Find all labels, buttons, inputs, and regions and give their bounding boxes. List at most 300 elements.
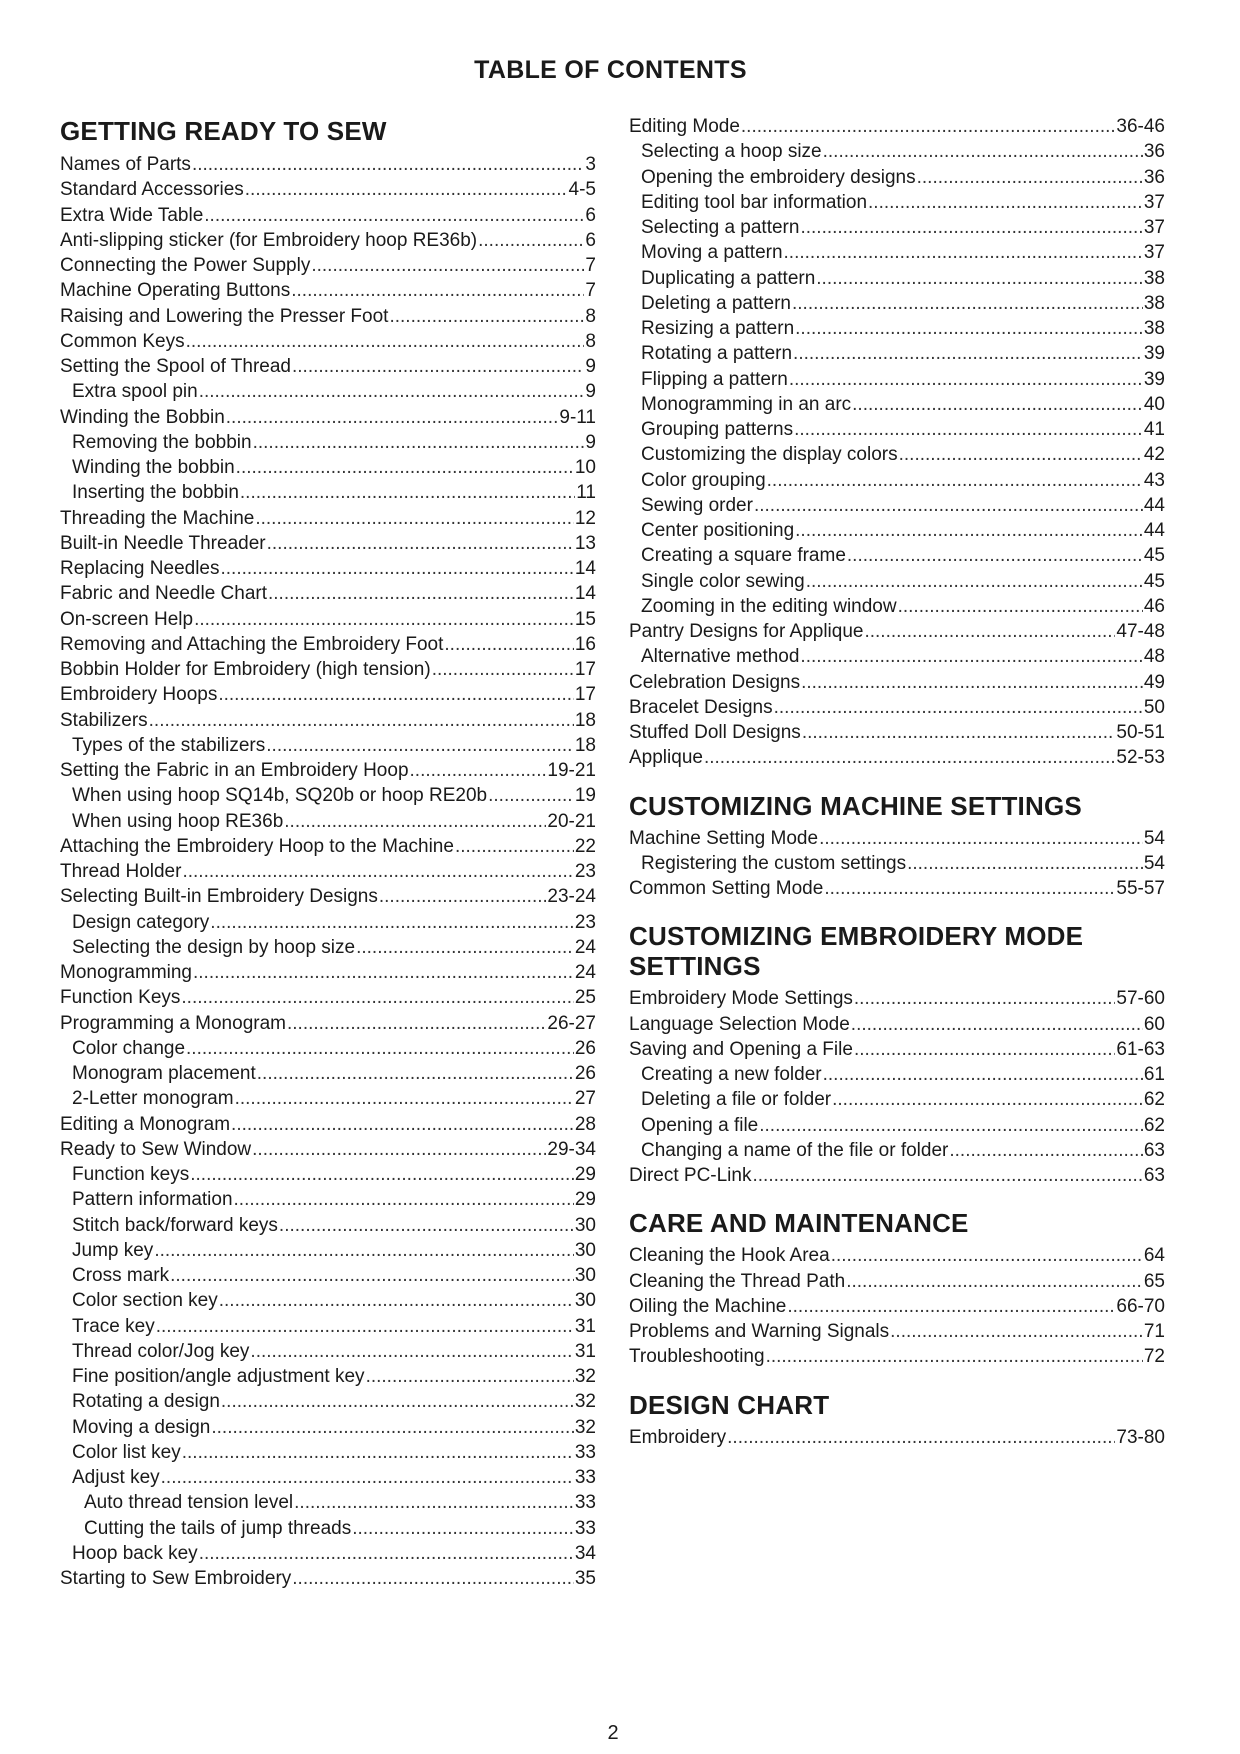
toc-entry[interactable] bbox=[629, 1087, 1165, 1112]
toc-entry-page: 62 bbox=[1143, 1114, 1165, 1136]
toc-entry[interactable] bbox=[629, 986, 1165, 1011]
dot-leader bbox=[864, 619, 1115, 644]
toc-entry-page: 37 bbox=[1143, 217, 1165, 238]
toc-entry[interactable] bbox=[629, 1062, 1165, 1087]
dot-leader bbox=[795, 316, 1143, 341]
toc-entry-label: Alternative method bbox=[641, 646, 800, 668]
toc-entry[interactable] bbox=[629, 417, 1165, 442]
toc-entry[interactable] bbox=[629, 1319, 1165, 1344]
dot-leader bbox=[907, 851, 1143, 876]
dot-leader bbox=[800, 644, 1142, 669]
toc-entry-page: 50-51 bbox=[1116, 722, 1165, 743]
dot-leader bbox=[292, 1566, 574, 1591]
toc-entry[interactable] bbox=[629, 139, 1165, 164]
toc-entry-page: 19-21 bbox=[547, 760, 596, 781]
dot-leader bbox=[199, 379, 585, 404]
dot-leader bbox=[294, 1490, 574, 1515]
toc-entry[interactable] bbox=[60, 556, 596, 581]
toc-entry[interactable] bbox=[629, 367, 1165, 392]
dot-leader bbox=[231, 1112, 574, 1137]
toc-entry-label: Language Selection Mode bbox=[629, 1013, 850, 1035]
toc-entry-page: 17 bbox=[574, 684, 596, 706]
dot-leader bbox=[170, 1263, 574, 1288]
toc-entry[interactable] bbox=[60, 480, 596, 505]
toc-entry-label: Stuffed Doll Designs bbox=[629, 722, 801, 743]
toc-entry[interactable] bbox=[629, 670, 1165, 695]
toc-entry-label: Anti-slipping sticker (for Embroidery hoop RE36b) bbox=[60, 229, 478, 251]
toc-entry[interactable] bbox=[60, 682, 596, 707]
toc-entry[interactable] bbox=[60, 1086, 596, 1111]
toc-entry-label: Monogram placement bbox=[72, 1063, 256, 1084]
toc-entry-label: Names of Parts bbox=[60, 154, 191, 175]
toc-entry-page: 49 bbox=[1143, 671, 1165, 693]
toc-entry[interactable] bbox=[629, 644, 1165, 669]
toc-entry-label: Embroidery Mode Settings bbox=[629, 988, 853, 1010]
toc-entry-label: Monogramming in an arc bbox=[641, 393, 852, 415]
toc-entry-page: 34 bbox=[574, 1542, 596, 1564]
toc-entry-label: Function keys bbox=[72, 1164, 190, 1185]
toc-entry[interactable] bbox=[60, 1490, 596, 1515]
toc-entry[interactable] bbox=[629, 1243, 1165, 1268]
toc-entry-label: Adjust key bbox=[72, 1467, 160, 1488]
toc-entry-label: Monogramming bbox=[60, 962, 192, 983]
toc-entry[interactable] bbox=[629, 316, 1165, 341]
toc-entry-page: 23 bbox=[574, 861, 596, 882]
toc-entry-page: 11 bbox=[576, 482, 596, 504]
toc-entry-label: Saving and Opening a File bbox=[629, 1038, 853, 1060]
toc-entry-page: 14 bbox=[574, 583, 596, 605]
toc-entry-page: 37 bbox=[1143, 242, 1165, 264]
toc-entry-label: Opening the embroidery designs bbox=[641, 166, 916, 188]
dot-leader bbox=[787, 1294, 1115, 1319]
toc-entry[interactable] bbox=[60, 1440, 596, 1465]
dot-leader bbox=[193, 960, 574, 985]
toc-entry-page: 42 bbox=[1143, 444, 1165, 466]
toc-entry[interactable] bbox=[60, 1187, 596, 1212]
toc-entry[interactable] bbox=[629, 291, 1165, 316]
dot-leader bbox=[356, 935, 574, 960]
toc-entry-page: 12 bbox=[574, 507, 596, 529]
toc-entry-label: Extra spool pin bbox=[72, 381, 198, 403]
toc-entry-label: Single color sewing bbox=[641, 570, 805, 592]
toc-entry-page: 65 bbox=[1143, 1270, 1165, 1292]
toc-entry-label: Troubleshooting bbox=[629, 1346, 765, 1368]
toc-entry-label: Removing the bobbin bbox=[72, 431, 252, 453]
dot-leader bbox=[235, 1086, 574, 1111]
toc-entry-page: 38 bbox=[1143, 292, 1165, 314]
toc-entry-page: 23 bbox=[574, 911, 596, 933]
toc-entry-label: Winding the Bobbin bbox=[60, 406, 225, 428]
toc-entry[interactable] bbox=[60, 935, 596, 960]
dot-leader bbox=[824, 876, 1115, 901]
toc-entry-page: 44 bbox=[1143, 520, 1165, 541]
dot-leader bbox=[154, 1238, 574, 1263]
toc-entry[interactable] bbox=[629, 543, 1165, 568]
toc-entry-label: Inserting the bobbin bbox=[72, 482, 239, 504]
dot-leader bbox=[488, 783, 574, 808]
toc-entry-page: 33 bbox=[574, 1492, 596, 1514]
toc-entry[interactable] bbox=[60, 177, 596, 202]
dot-leader bbox=[149, 708, 574, 733]
toc-entry-label: Embroidery bbox=[629, 1426, 727, 1448]
toc-entry[interactable] bbox=[60, 607, 596, 632]
toc-entry[interactable] bbox=[60, 228, 596, 253]
toc-entry[interactable] bbox=[60, 985, 596, 1010]
toc-entry[interactable] bbox=[60, 1288, 596, 1313]
toc-entry-page: 61-63 bbox=[1116, 1038, 1165, 1060]
dot-leader bbox=[784, 240, 1143, 265]
toc-entry-page: 26 bbox=[574, 1037, 596, 1059]
toc-entry-page: 33 bbox=[574, 1441, 596, 1463]
toc-entry-page: 36-46 bbox=[1116, 116, 1165, 137]
toc-entry[interactable] bbox=[60, 859, 596, 884]
dot-leader bbox=[211, 1415, 573, 1440]
toc-entry[interactable] bbox=[629, 619, 1165, 644]
dot-leader bbox=[852, 392, 1143, 417]
toc-entry-label: Color change bbox=[72, 1037, 186, 1059]
toc-entry[interactable] bbox=[629, 341, 1165, 366]
dot-leader bbox=[291, 278, 584, 303]
toc-entry-page: 9 bbox=[585, 381, 596, 403]
dot-leader bbox=[181, 985, 573, 1010]
toc-entry[interactable] bbox=[629, 1012, 1165, 1037]
toc-entry-label: Zooming in the editing window bbox=[641, 595, 897, 617]
toc-entry[interactable] bbox=[629, 695, 1165, 720]
toc-entry[interactable] bbox=[60, 1314, 596, 1339]
toc-entry[interactable] bbox=[629, 215, 1165, 240]
dot-leader bbox=[752, 1163, 1142, 1188]
toc-entry[interactable] bbox=[60, 152, 596, 177]
toc-entry-page: 18 bbox=[574, 709, 596, 731]
toc-entry-page: 52-53 bbox=[1116, 747, 1165, 769]
toc-entry-page: 39 bbox=[1143, 343, 1165, 365]
toc-entry-label: Function Keys bbox=[60, 987, 181, 1009]
toc-entry-page: 24 bbox=[574, 936, 596, 958]
dot-leader bbox=[161, 1465, 574, 1490]
toc-entry[interactable] bbox=[629, 165, 1165, 190]
toc-entry-page: 54 bbox=[1143, 827, 1165, 849]
toc-entry-label: Pattern information bbox=[72, 1189, 233, 1211]
toc-left-column bbox=[60, 114, 596, 1591]
section-heading: CUSTOMIZING EMBROIDERY MODE SETTINGS bbox=[629, 921, 1084, 982]
section-heading: GETTING READY TO SEW bbox=[60, 116, 387, 146]
toc-entry-label: Selecting a pattern bbox=[641, 217, 800, 238]
toc-entry[interactable] bbox=[60, 1213, 596, 1238]
dot-leader bbox=[823, 1062, 1143, 1087]
toc-entry[interactable] bbox=[629, 720, 1165, 745]
toc-entry-page: 37 bbox=[1143, 191, 1165, 213]
toc-entry-label: Rotating a pattern bbox=[641, 343, 793, 365]
dot-leader bbox=[846, 1269, 1143, 1294]
toc-entry-page: 66-70 bbox=[1116, 1295, 1165, 1317]
toc-entry-page: 9 bbox=[585, 431, 596, 453]
dot-leader bbox=[478, 228, 584, 253]
toc-entry-page: 7 bbox=[585, 280, 596, 302]
toc-entry[interactable] bbox=[60, 733, 596, 758]
toc-entry[interactable] bbox=[60, 1339, 596, 1364]
toc-entry[interactable] bbox=[60, 304, 596, 329]
toc-entry-page: 18 bbox=[574, 734, 596, 756]
toc-entry-page: 62 bbox=[1143, 1089, 1165, 1111]
toc-entry-label: Embroidery Hoops bbox=[60, 684, 218, 706]
dot-leader bbox=[240, 480, 575, 505]
toc-entry-page: 10 bbox=[574, 457, 596, 478]
toc-entry[interactable] bbox=[60, 632, 596, 657]
toc-entry-label: Hoop back key bbox=[72, 1542, 198, 1564]
dot-leader bbox=[210, 910, 574, 935]
toc-entry[interactable] bbox=[60, 809, 596, 834]
dot-leader bbox=[898, 594, 1143, 619]
toc-entry-page: 32 bbox=[574, 1366, 596, 1387]
toc-entry[interactable] bbox=[629, 745, 1165, 770]
toc-entry[interactable] bbox=[60, 354, 596, 379]
toc-entry-label: Removing and Attaching the Embroidery Foot bbox=[60, 633, 444, 655]
toc-entry[interactable] bbox=[629, 851, 1165, 876]
toc-entry[interactable] bbox=[629, 826, 1165, 851]
toc-entry-label: Fabric and Needle Chart bbox=[60, 583, 267, 605]
toc-entry-page: 8 bbox=[585, 330, 596, 352]
toc-entry-page: 44 bbox=[1143, 494, 1165, 516]
dot-leader bbox=[245, 177, 568, 202]
dot-leader bbox=[899, 442, 1143, 467]
toc-entry[interactable] bbox=[60, 430, 596, 455]
toc-entry-page: 32 bbox=[574, 1416, 596, 1438]
toc-entry[interactable] bbox=[60, 1364, 596, 1389]
toc-entry[interactable] bbox=[629, 569, 1165, 594]
toc-entry[interactable] bbox=[60, 708, 596, 733]
toc-entry[interactable] bbox=[60, 1541, 596, 1566]
toc-entry[interactable] bbox=[60, 405, 596, 430]
toc-entry[interactable] bbox=[60, 1465, 596, 1490]
toc-entry-page: 36 bbox=[1143, 141, 1165, 163]
dot-leader bbox=[854, 986, 1116, 1011]
toc-entry-label: Thread Holder bbox=[60, 861, 182, 882]
toc-entry[interactable] bbox=[629, 1425, 1165, 1450]
toc-entry[interactable] bbox=[60, 1263, 596, 1288]
toc-entry[interactable] bbox=[629, 518, 1165, 543]
toc-entry[interactable] bbox=[60, 531, 596, 556]
toc-entry-page: 6 bbox=[585, 229, 596, 251]
toc-entry[interactable] bbox=[60, 1036, 596, 1061]
toc-entry-page: 60 bbox=[1143, 1013, 1165, 1035]
toc-entry[interactable] bbox=[60, 834, 596, 859]
toc-entry[interactable] bbox=[60, 1162, 596, 1187]
toc-entry-label: When using hoop SQ14b, SQ20b or hoop RE20b bbox=[72, 785, 488, 807]
toc-entry-label: Types of the stabilizers bbox=[72, 734, 266, 756]
toc-entry-label: Center positioning bbox=[641, 520, 795, 541]
toc-entry[interactable] bbox=[60, 758, 596, 783]
toc-entry-label: Cutting the tails of jump threads bbox=[84, 1517, 352, 1539]
toc-entry[interactable] bbox=[60, 1566, 596, 1591]
toc-entry[interactable] bbox=[60, 203, 596, 228]
dot-leader bbox=[226, 405, 559, 430]
toc-entry-label: Pantry Designs for Applique bbox=[629, 621, 864, 642]
toc-entry[interactable] bbox=[629, 1163, 1165, 1188]
toc-entry[interactable] bbox=[629, 1113, 1165, 1138]
dot-leader bbox=[851, 1012, 1143, 1037]
toc-entry[interactable] bbox=[60, 1061, 596, 1086]
toc-entry-page: 3 bbox=[585, 154, 596, 175]
toc-entry[interactable] bbox=[60, 253, 596, 278]
toc-entry-label: Cleaning the Hook Area bbox=[629, 1245, 830, 1267]
toc-entry-label: Rotating a design bbox=[72, 1391, 220, 1413]
toc-entry[interactable] bbox=[629, 190, 1165, 215]
toc-entry-page: 14 bbox=[574, 558, 596, 579]
toc-entry-page: 20-21 bbox=[547, 810, 596, 832]
toc-entry[interactable] bbox=[60, 1389, 596, 1414]
toc-entry[interactable] bbox=[60, 455, 596, 480]
toc-entry[interactable] bbox=[629, 493, 1165, 518]
toc-right-column bbox=[629, 114, 1165, 1450]
toc-entry[interactable] bbox=[60, 1415, 596, 1440]
toc-entry-label: Common Keys bbox=[60, 330, 185, 352]
toc-entry-label: Built-in Needle Threader bbox=[60, 532, 266, 554]
dot-leader bbox=[432, 657, 574, 682]
toc-entry[interactable] bbox=[60, 506, 596, 531]
toc-entry[interactable] bbox=[60, 1011, 596, 1036]
toc-entry-page: 29 bbox=[574, 1189, 596, 1211]
dot-leader bbox=[366, 1364, 574, 1389]
toc-entry-label: Setting the Spool of Thread bbox=[60, 356, 291, 377]
toc-entry-label: Flipping a pattern bbox=[641, 368, 788, 390]
dot-leader bbox=[823, 139, 1143, 164]
toc-entry-label: Customizing the display colors bbox=[641, 444, 898, 466]
dot-leader bbox=[255, 506, 574, 531]
toc-entry[interactable] bbox=[60, 910, 596, 935]
dot-leader bbox=[284, 809, 546, 834]
toc-entry-label: Deleting a pattern bbox=[641, 292, 791, 314]
toc-entry-label: Replacing Needles bbox=[60, 558, 220, 579]
toc-entry-page: 57-60 bbox=[1116, 988, 1165, 1010]
toc-entry-label: Creating a square frame bbox=[641, 545, 846, 567]
dot-leader bbox=[854, 1037, 1115, 1062]
toc-entry-page: 26 bbox=[574, 1063, 596, 1084]
dot-leader bbox=[268, 581, 574, 606]
toc-entry[interactable] bbox=[629, 240, 1165, 265]
toc-entry-page: 54 bbox=[1143, 852, 1165, 874]
toc-entry-page: 30 bbox=[574, 1214, 596, 1236]
dot-leader bbox=[182, 859, 573, 884]
dot-leader bbox=[806, 569, 1143, 594]
toc-entry[interactable] bbox=[60, 657, 596, 682]
dot-leader bbox=[257, 1061, 574, 1086]
toc-entry-page: 30 bbox=[574, 1239, 596, 1261]
toc-entry[interactable] bbox=[629, 442, 1165, 467]
toc-entry-page: 31 bbox=[574, 1315, 596, 1337]
dot-leader bbox=[754, 493, 1143, 518]
toc-entry[interactable] bbox=[629, 392, 1165, 417]
toc-entry-label: Starting to Sew Embroidery bbox=[60, 1568, 292, 1589]
toc-entry[interactable] bbox=[60, 884, 596, 909]
section-heading: CUSTOMIZING MACHINE SETTINGS bbox=[629, 790, 1082, 821]
toc-entry-label: Color section key bbox=[72, 1290, 218, 1312]
toc-entry-label: On-screen Help bbox=[60, 608, 194, 630]
toc-entry-page: 26-27 bbox=[547, 1012, 596, 1034]
toc-entry[interactable] bbox=[629, 1037, 1165, 1062]
dot-leader bbox=[218, 682, 574, 707]
toc-entry-page: 13 bbox=[574, 532, 596, 554]
toc-entry-label: Attaching the Embroidery Hoop to the Machine bbox=[60, 835, 454, 857]
dot-leader bbox=[253, 430, 585, 455]
toc-entry[interactable] bbox=[629, 1344, 1165, 1369]
toc-entry-label: Deleting a file or folder bbox=[641, 1089, 832, 1111]
toc-entry[interactable] bbox=[629, 1138, 1165, 1163]
dot-leader bbox=[800, 215, 1142, 240]
toc-entry-label: Editing a Monogram bbox=[60, 1113, 231, 1135]
toc-entry-label: Color grouping bbox=[641, 469, 766, 491]
toc-entry[interactable] bbox=[60, 1516, 596, 1541]
dot-leader bbox=[801, 670, 1143, 695]
dot-leader bbox=[192, 152, 584, 177]
toc-entry-page: 45 bbox=[1143, 545, 1165, 567]
toc-entry-label: Grouping patterns bbox=[641, 419, 794, 440]
toc-entry[interactable] bbox=[60, 1112, 596, 1137]
toc-entry[interactable] bbox=[629, 876, 1165, 901]
toc-entry[interactable] bbox=[629, 1269, 1165, 1294]
toc-entry-label: Cross mark bbox=[72, 1265, 170, 1286]
toc-entry[interactable] bbox=[60, 379, 596, 404]
dot-leader bbox=[379, 884, 547, 909]
toc-entry-label: Duplicating a pattern bbox=[641, 267, 816, 289]
toc-entry[interactable] bbox=[629, 266, 1165, 291]
toc-entry-label: Extra Wide Table bbox=[60, 204, 204, 226]
toc-entry-page: 39 bbox=[1143, 368, 1165, 390]
toc-entry[interactable] bbox=[60, 1137, 596, 1162]
dot-leader bbox=[802, 720, 1116, 745]
toc-entry[interactable] bbox=[60, 783, 596, 808]
toc-entry[interactable] bbox=[629, 468, 1165, 493]
dot-leader bbox=[389, 304, 584, 329]
dot-leader bbox=[204, 203, 584, 228]
toc-entry-page: 32 bbox=[574, 1391, 596, 1413]
dot-leader bbox=[741, 114, 1115, 139]
toc-entry[interactable] bbox=[60, 1238, 596, 1263]
toc-entry[interactable] bbox=[629, 1294, 1165, 1319]
dot-leader bbox=[847, 543, 1143, 568]
dot-leader bbox=[766, 1344, 1143, 1369]
toc-entry-label: Moving a pattern bbox=[641, 242, 783, 264]
toc-entry-page: 9 bbox=[585, 356, 596, 377]
toc-entry-label: Stitch back/forward keys bbox=[72, 1214, 278, 1236]
toc-entry[interactable] bbox=[629, 594, 1165, 619]
toc-entry-label: Creating a new folder bbox=[641, 1064, 822, 1085]
toc-entry-label: Auto thread tension level bbox=[84, 1492, 294, 1514]
toc-entry-page: 48 bbox=[1143, 646, 1165, 668]
dot-leader bbox=[292, 354, 584, 379]
dot-leader bbox=[221, 1389, 574, 1414]
dot-leader bbox=[795, 518, 1143, 543]
dot-leader bbox=[917, 165, 1143, 190]
toc-entry-page: 64 bbox=[1143, 1245, 1165, 1267]
dot-leader bbox=[190, 1162, 574, 1187]
toc-entry[interactable] bbox=[60, 960, 596, 985]
toc-entry[interactable] bbox=[629, 114, 1165, 139]
dot-leader bbox=[759, 1113, 1143, 1138]
toc-entry-label: Fine position/angle adjustment key bbox=[72, 1366, 365, 1387]
toc-entry-page: 9-11 bbox=[559, 406, 596, 428]
toc-entry-page: 73-80 bbox=[1116, 1426, 1165, 1448]
toc-entry[interactable] bbox=[60, 329, 596, 354]
toc-entry[interactable] bbox=[60, 581, 596, 606]
toc-entry-label: Changing a name of the file or folder bbox=[641, 1139, 949, 1161]
toc-entry-label: Problems and Warning Signals bbox=[629, 1321, 890, 1342]
dot-leader bbox=[236, 455, 574, 480]
dot-leader bbox=[186, 1036, 574, 1061]
toc-entry-page: 19 bbox=[574, 785, 596, 807]
dot-leader bbox=[816, 266, 1143, 291]
toc-entry-page: 4-5 bbox=[568, 179, 596, 201]
toc-entry[interactable] bbox=[60, 278, 596, 303]
